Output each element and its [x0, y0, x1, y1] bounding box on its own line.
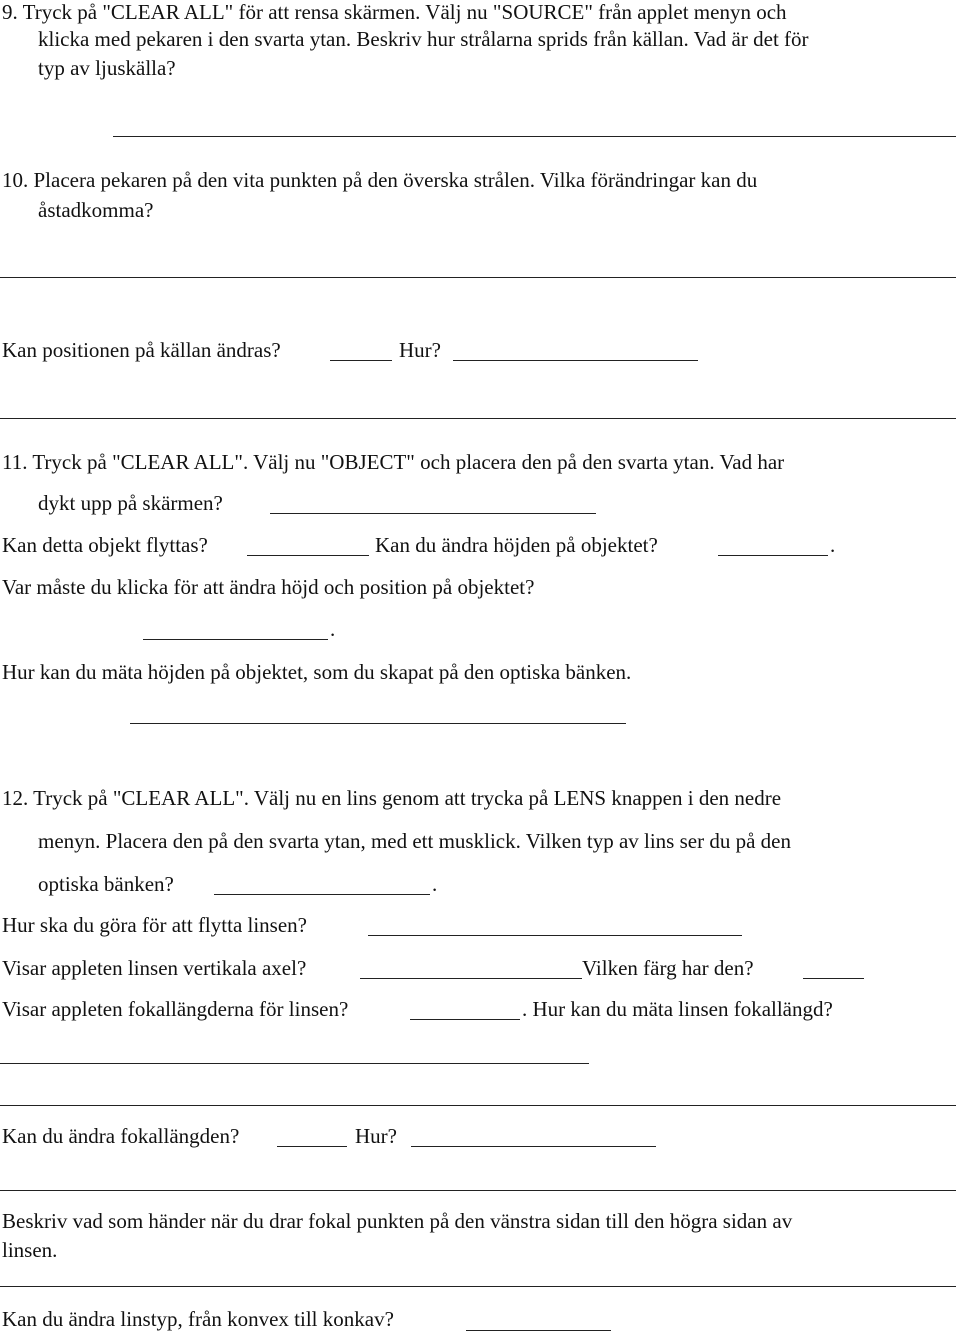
q11-where-dot: .	[330, 617, 336, 641]
q12-describe-answer-line[interactable]	[0, 1286, 956, 1287]
q11-move-answer-line[interactable]	[247, 555, 369, 556]
q9-text-line-2: klicka med pekaren i den svarta ytan. Beskriv hur strålarna sprids från källan. Vad är det för	[38, 27, 809, 51]
q10-text-line-2: åstadkomma?	[38, 198, 154, 222]
q12-move-lens-answer-line[interactable]	[368, 935, 742, 936]
q12-focal-measure-question: . Hur kan du mäta linsen fokallängd?	[522, 997, 833, 1021]
q12-lens-type-dot: .	[432, 872, 438, 896]
q12-describe-line-1: Beskriv vad som händer när du drar fokal punkten på den vänstra sidan till den högra sidan av	[2, 1209, 793, 1233]
q11-where-answer-line[interactable]	[143, 639, 328, 640]
q11-height-dot: .	[830, 533, 836, 557]
q12-text-line-3: optiska bänken?	[38, 872, 174, 896]
q12-change-focal-question: Kan du ändra fokallängden?	[2, 1124, 240, 1148]
q9-answer-line[interactable]	[113, 136, 956, 137]
q11-measure-question: Hur kan du mäta höjden på objektet, som du skapat på den optiska bänken.	[2, 660, 632, 684]
q9-text-line-3: typ av ljuskälla?	[38, 56, 176, 80]
q12-text-line-2: menyn. Placera den på den svarta ytan, med ett musklick. Vilken typ av lins ser du på den	[38, 829, 791, 853]
q12-how-extra-line[interactable]	[0, 1190, 956, 1191]
q11-screen-answer-line[interactable]	[270, 513, 596, 514]
q11-text-line-2: dykt upp på skärmen?	[38, 491, 223, 515]
q12-color-question: Vilken färg har den?	[582, 956, 754, 980]
q12-axis-answer-line[interactable]	[360, 978, 582, 979]
q11-where-question: Var måste du klicka för att ändra höjd och position på objektet?	[2, 575, 535, 599]
q11-text-line-1: 11. Tryck på "CLEAR ALL". Välj nu "OBJECT" och placera den på den svarta ytan. Vad har	[2, 450, 785, 474]
q10-position-question: Kan positionen på källan ändras?	[2, 338, 281, 362]
q10-how-answer-line[interactable]	[453, 360, 698, 361]
q12-describe-line-2: linsen.	[2, 1238, 58, 1262]
q12-focal-answer-line[interactable]	[410, 1019, 520, 1020]
q12-focal-measure-answer-line[interactable]	[0, 1063, 589, 1064]
q12-lens-type-question: Kan du ändra linstyp, från konvex till konkav?	[2, 1307, 394, 1331]
q12-lens-type-answer-line[interactable]	[214, 894, 430, 895]
q12-color-answer-line[interactable]	[803, 978, 864, 979]
q11-height-answer-line[interactable]	[718, 555, 828, 556]
q12-change-focal-answer-line[interactable]	[277, 1146, 347, 1147]
q9-text-line-1: 9. Tryck på "CLEAR ALL" för att rensa skärmen. Välj nu "SOURCE" från applet menyn och	[2, 0, 787, 24]
q12-move-lens-question: Hur ska du göra för att flytta linsen?	[2, 913, 307, 937]
q10-how-label: Hur?	[399, 338, 441, 362]
q11-height-question: Kan du ändra höjden på objektet?	[375, 533, 658, 557]
q12-axis-question: Visar appleten linsen vertikala axel?	[2, 956, 307, 980]
q10-text-line-1: 10. Placera pekaren på den vita punkten på den överska strålen. Vilka förändringar kan du	[2, 168, 758, 192]
q12-how-answer-line[interactable]	[411, 1146, 656, 1147]
q12-how-label: Hur?	[355, 1124, 397, 1148]
q12-focal-extra-line[interactable]	[0, 1105, 956, 1106]
q10-answer-line[interactable]	[0, 277, 956, 278]
q11-measure-answer-line[interactable]	[130, 723, 626, 724]
q11-move-question: Kan detta objekt flyttas?	[2, 533, 208, 557]
q12-text-line-1: 12. Tryck på "CLEAR ALL". Välj nu en lins genom att trycka på LENS knappen i den nedre	[2, 786, 782, 810]
q10-position-answer-line[interactable]	[330, 360, 392, 361]
q12-focal-question: Visar appleten fokallängderna för linsen?	[2, 997, 349, 1021]
q10-extra-answer-line[interactable]	[0, 418, 956, 419]
q12-lens-type-change-answer-line[interactable]	[466, 1330, 611, 1331]
